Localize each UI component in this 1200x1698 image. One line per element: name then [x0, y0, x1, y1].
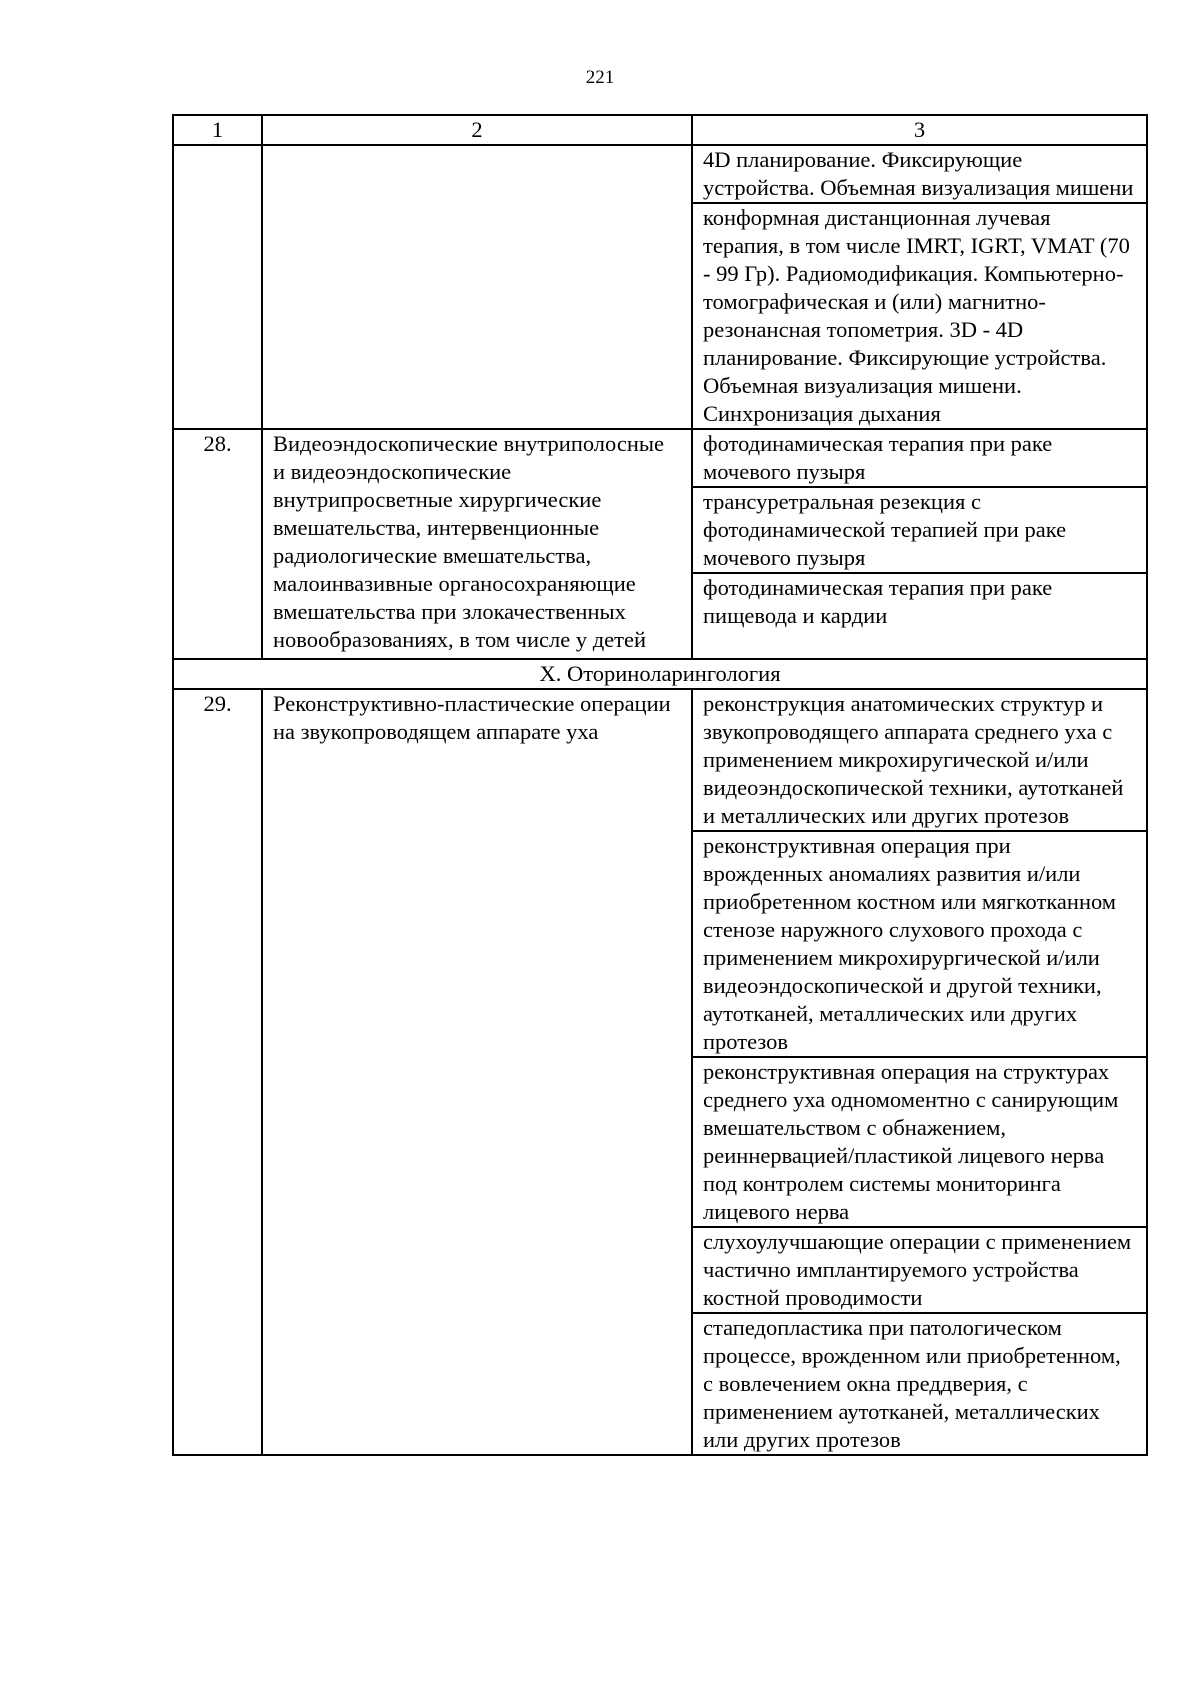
section-title: X. Оториноларингология [173, 659, 1147, 689]
method-cell: 4D планирование. Фиксирующие устройства. Объемная визуализация мишени [692, 145, 1147, 203]
table-row [173, 429, 1147, 487]
row-name-29: Реконструктивно-пластические операции на звукопроводящем аппарате уха [262, 689, 692, 1455]
method-cell: конформная дистанционная лучевая терапия, в том числе IMRT, IGRT, VMAT (70 - 99 Гр). Радиомодификация. Компьютерно-томографическая и (или) магнитно-резонансная топометрия. 3D - 4D планирование. Фиксирующие устройства. Объемная визуализация мишени. Синхронизация дыхания [692, 203, 1147, 429]
method-cell: фотодинамическая терапия при раке мочевого пузыря [692, 429, 1147, 487]
page-number: 221 [585, 67, 615, 88]
procedures-table [172, 114, 1148, 1456]
method-cell: реконструкция анатомических структур и звукопроводящего аппарата среднего уха с применением микрохиругической и/или видеоэндоскопической техники, аутотканей и металлических или других протезов [692, 689, 1147, 831]
column-header-2: 2 [262, 115, 692, 145]
table-header-row [173, 115, 1147, 145]
section-row [173, 659, 1147, 689]
method-cell: слухоулучшающие операции с применением частично имплантируемого устройства костной проводимости [692, 1227, 1147, 1313]
row-number-cell [173, 145, 262, 429]
table-row [173, 689, 1147, 831]
row-number-28: 28. [173, 429, 262, 659]
method-cell: фотодинамическая терапия при раке пищевода и кардии [692, 573, 1147, 659]
method-cell: трансуретральная резекция с фотодинамической терапией при раке мочевого пузыря [692, 487, 1147, 573]
row-name-cell [262, 145, 692, 429]
method-cell: стапедопластика при патологическом процессе, врожденном или приобретенном, с вовлечением окна преддверия, с применением аутотканей, металлических или других протезов [692, 1313, 1147, 1455]
table-row [173, 145, 1147, 203]
row-number-29: 29. [173, 689, 262, 1455]
column-header-1: 1 [173, 115, 262, 145]
row-name-28: Видеоэндоскопические внутриполосные и видеоэндоскопические внутрипросветные хирургические вмешательства, интервенционные радиологические вмешательства, малоинвазивные органосохраняющие вмешательства при злокачественных новообразованиях, в том числе у детей [262, 429, 692, 659]
method-cell: реконструктивная операция при врожденных аномалиях развития и/или приобретенном костном или мягкотканном стенозе наружного слухового прохода с применением микрохирургической и/или видеоэндоскопической и другой техники, аутотканей, металлических или других протезов [692, 831, 1147, 1057]
column-header-3: 3 [692, 115, 1147, 145]
method-cell: реконструктивная операция на структурах среднего уха одномоментно с санирующим вмешательством с обнажением, реиннервацией/пластикой лицевого нерва под контролем системы мониторинга лицевого нерва [692, 1057, 1147, 1227]
